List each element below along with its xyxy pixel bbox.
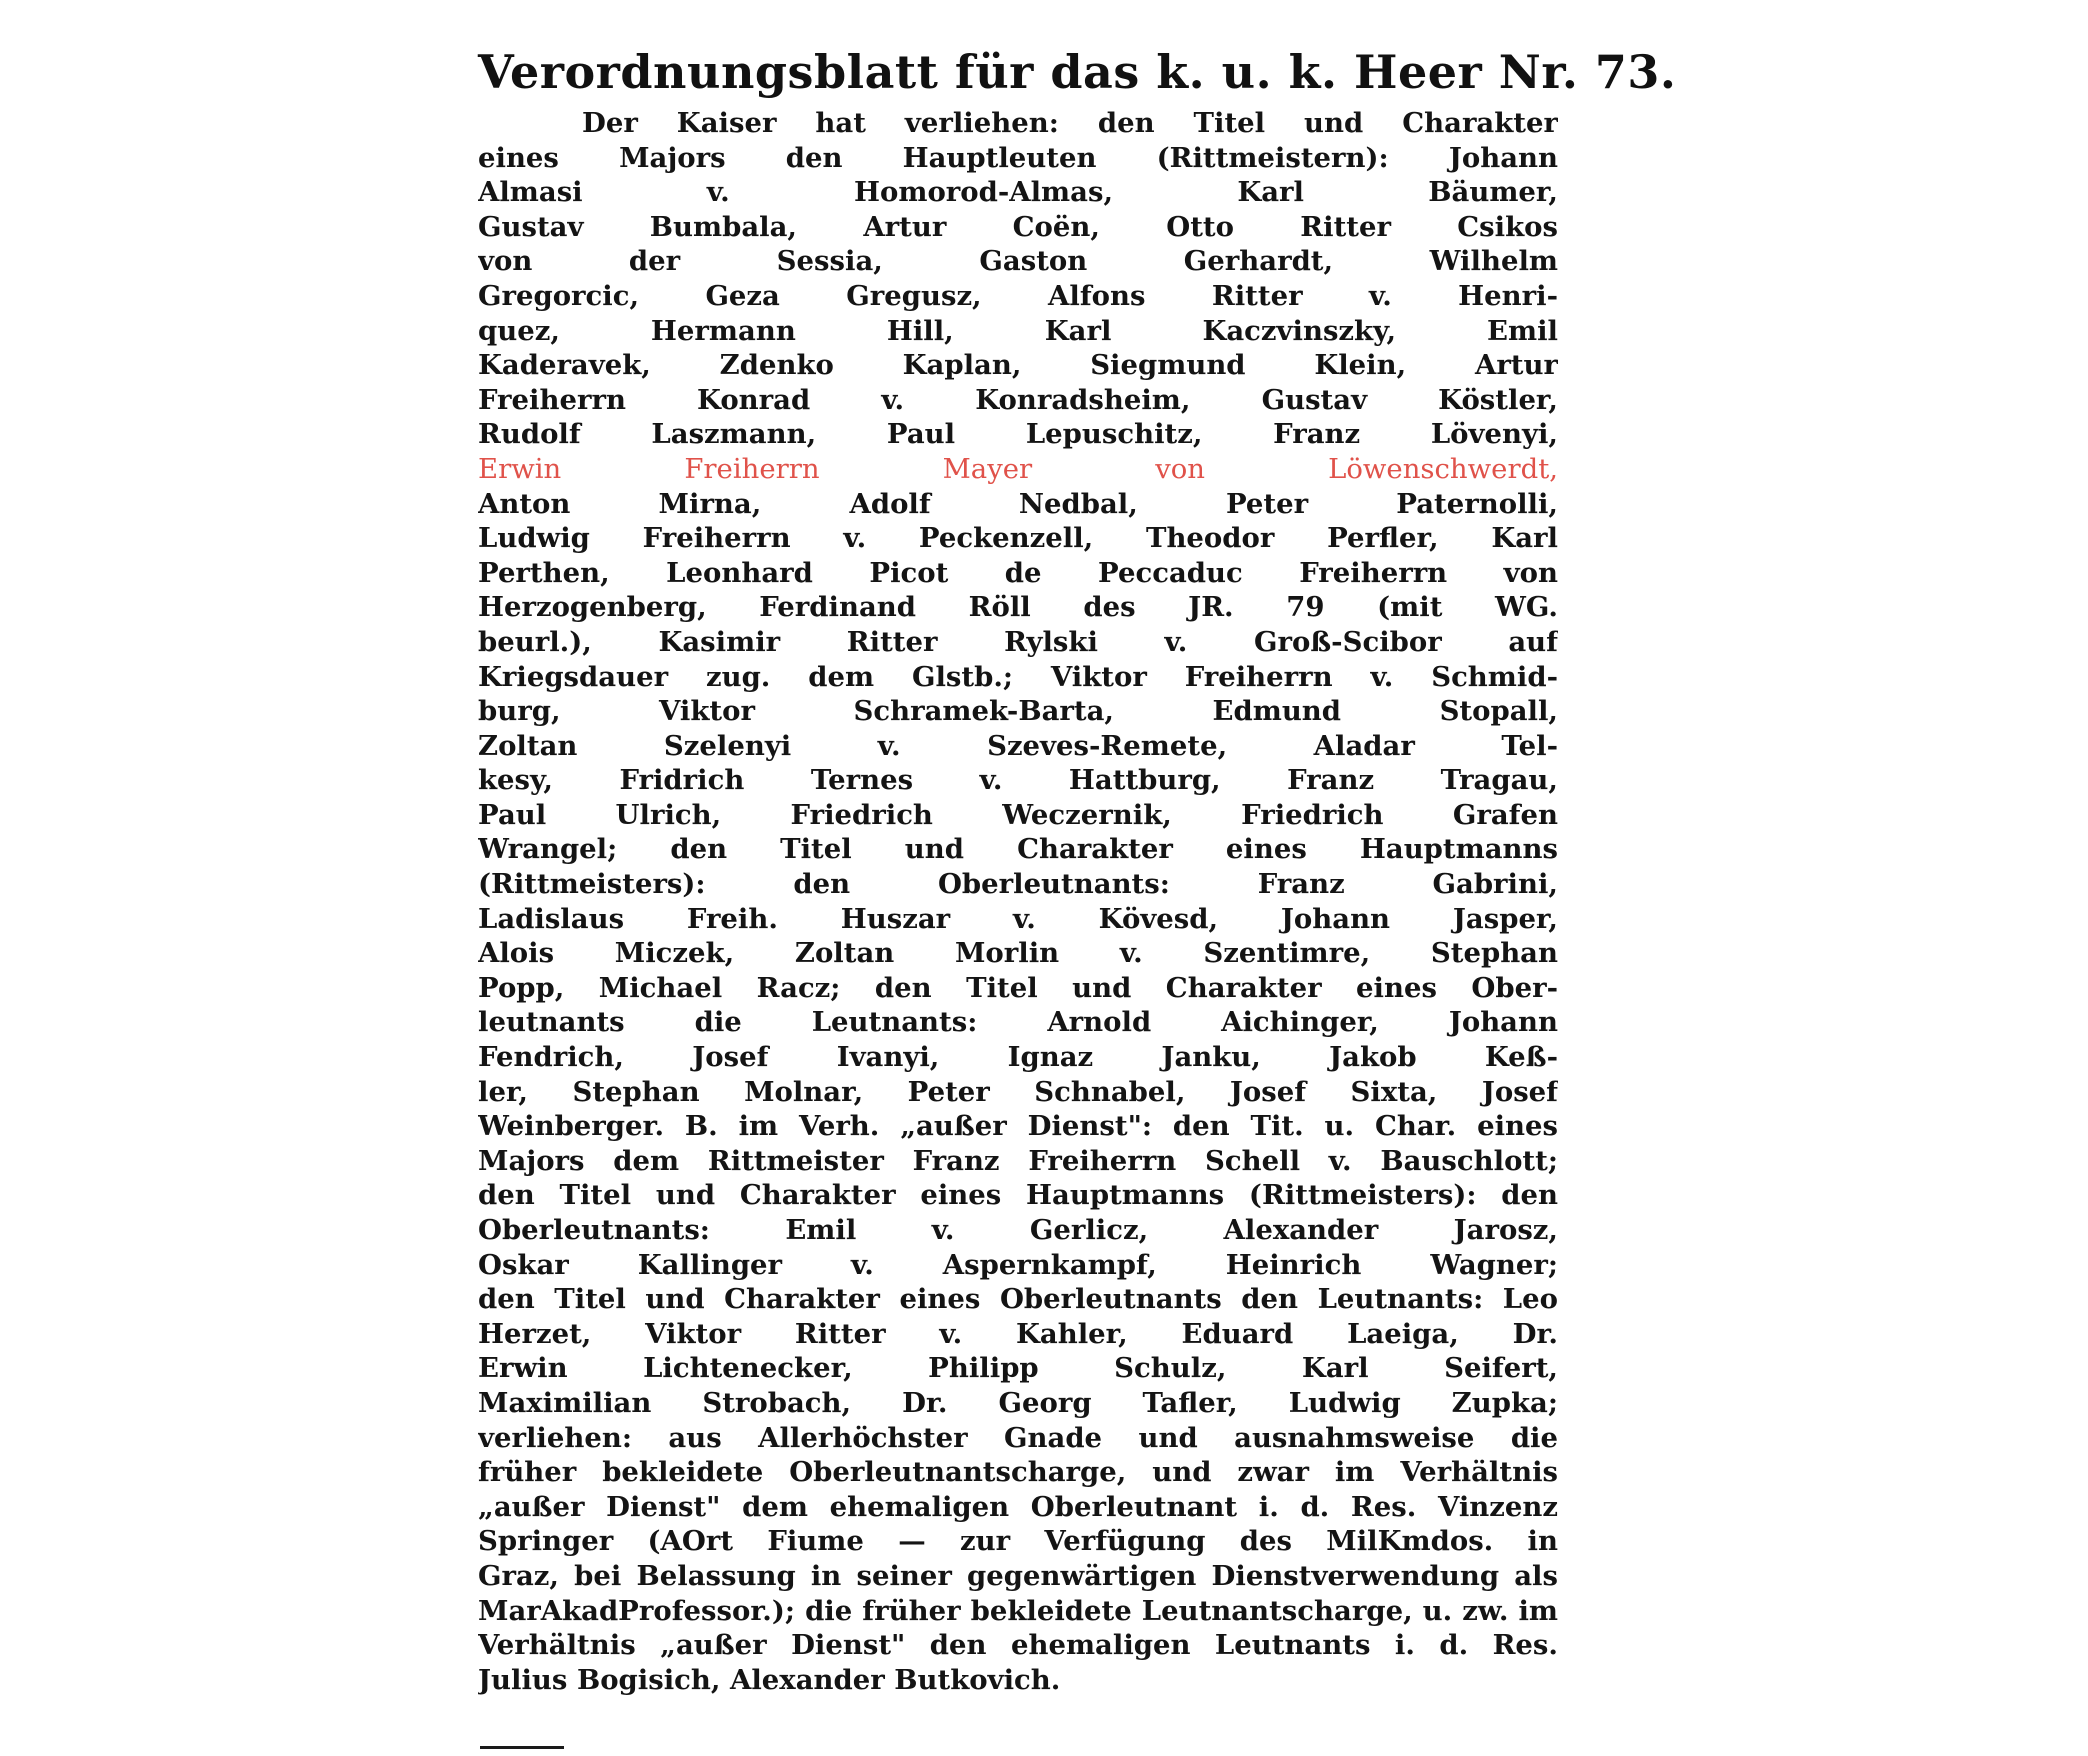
text-line: „außer Dienst" dem ehemaligen Oberleutnant i. d. Res. Vinzenz bbox=[478, 1490, 1558, 1523]
text-line: Alois Miczek, Zoltan Morlin v. Szentimre, Stephan bbox=[478, 937, 1558, 970]
text-line: Kaderavek, Zdenko Kaplan, Siegmund Klein, Artur bbox=[478, 349, 1558, 382]
text-line: leutnants die Leutnants: Arnold Aichinger, Johann bbox=[478, 1006, 1558, 1039]
text-line: Oberleutnants: Emil v. Gerlicz, Alexander Jarosz, bbox=[478, 1214, 1558, 1246]
text-line: ler, Stephan Molnar, Peter Schnabel, Josef Sixta, Josef bbox=[478, 1075, 1558, 1108]
text-line: eines Majors den Hauptleuten (Rittmeistern): Johann bbox=[478, 141, 1558, 174]
text-line: Ladislaus Freih. Huszar v. Kövesd, Johann Jasper, bbox=[478, 902, 1558, 935]
article-column bbox=[478, 40, 1677, 1697]
article-title: Verordnungsblatt für das k. u. k. Heer Nr. 73. bbox=[478, 45, 1677, 99]
text-line: von der Sessia, Gaston Gerhardt, Wilhelm bbox=[478, 245, 1558, 278]
text-line: Graz, bei Belassung in seiner gegenwärtigen Dienstverwendung als bbox=[478, 1559, 1558, 1592]
text-line: Maximilian Strobach, Dr. Georg Tafler, Ludwig Zupka; bbox=[478, 1386, 1558, 1419]
text-line: Herzogenberg, Ferdinand Röll des JR. 79 (mit WG. bbox=[478, 591, 1558, 624]
text-line: Fendrich, Josef Ivanyi, Ignaz Janku, Jakob Keß- bbox=[478, 1041, 1558, 1074]
text-line: (Rittmeisters): den Oberleutnants: Franz Gabrini, bbox=[478, 868, 1558, 901]
column-end-rule bbox=[480, 1746, 564, 1749]
text-line: Kriegsdauer zug. dem Glstb.; Viktor Freiherrn v. Schmid- bbox=[478, 660, 1558, 693]
text-line: Anton Mirna, Adolf Nedbal, Peter Paternolli, bbox=[478, 487, 1558, 520]
text-line: Erwin Lichtenecker, Philipp Schulz, Karl Seifert, bbox=[478, 1352, 1558, 1385]
text-line: den Titel und Charakter eines Oberleutnants den Leutnants: Leo bbox=[478, 1283, 1558, 1316]
text-line: Herzet, Viktor Ritter v. Kahler, Eduard Laeiga, Dr. bbox=[478, 1317, 1558, 1350]
text-line: verliehen: aus Allerhöchster Gnade und ausnahmsweise die bbox=[478, 1421, 1558, 1454]
text-line: kesy, Fridrich Ternes v. Hattburg, Franz Tragau, bbox=[478, 764, 1558, 797]
text-line: Julius Bogisich, Alexander Butkovich. bbox=[478, 1663, 1061, 1696]
text-line: den Titel und Charakter eines Hauptmanns (Rittmeisters): den bbox=[478, 1179, 1558, 1212]
text-line: Der Kaiser hat verliehen: den Titel und Charakter bbox=[582, 107, 1558, 139]
text-line: MarAkadProfessor.); die früher bekleidete Leutnantscharge, u. zw. im bbox=[478, 1594, 1558, 1627]
text-line: Verhältnis „außer Dienst" den ehemaligen Leutnants i. d. Res. bbox=[478, 1629, 1558, 1662]
text-line: früher bekleidete Oberleutnantscharge, und zwar im Verhältnis bbox=[478, 1456, 1558, 1489]
text-line: Perthen, Leonhard Picot de Peccaduc Freiherrn von bbox=[478, 556, 1558, 589]
text-line: Almasi v. Homorod-Almas, Karl Bäumer, bbox=[478, 176, 1558, 209]
text-line: Freiherrn Konrad v. Konradsheim, Gustav Köstler, bbox=[478, 383, 1558, 416]
highlighted-text-line: Erwin Freiherrn Mayer von Löwenschwerdt, bbox=[478, 452, 1558, 485]
text-line: Rudolf Laszmann, Paul Lepuschitz, Franz Lövenyi, bbox=[478, 418, 1558, 451]
text-line: Springer (AOrt Fiume — zur Verfügung des MilKmdos. in bbox=[478, 1525, 1558, 1558]
text-line: burg, Viktor Schramek-Barta, Edmund Stopall, bbox=[478, 695, 1558, 728]
text-line: Popp, Michael Racz; den Titel und Charakter eines Ober- bbox=[478, 971, 1558, 1004]
text-line: Wrangel; den Titel und Charakter eines Hauptmanns bbox=[478, 833, 1558, 866]
text-line: quez, Hermann Hill, Karl Kaczvinszky, Emil bbox=[478, 314, 1558, 347]
text-line: Ludwig Freiherrn v. Peckenzell, Theodor Perfler, Karl bbox=[478, 522, 1558, 555]
text-line: beurl.), Kasimir Ritter Rylski v. Groß-Scibor auf bbox=[478, 625, 1558, 658]
text-line: Gustav Bumbala, Artur Coën, Otto Ritter Csikos bbox=[478, 210, 1558, 243]
text-line: Majors dem Rittmeister Franz Freiherrn Schell v. Bauschlott; bbox=[478, 1144, 1558, 1177]
text-line: Paul Ulrich, Friedrich Weczernik, Friedrich Grafen bbox=[478, 798, 1558, 831]
text-line: Zoltan Szelenyi v. Szeves-Remete, Aladar Tel- bbox=[478, 729, 1558, 762]
text-line: Gregorcic, Geza Gregusz, Alfons Ritter v. Henri- bbox=[478, 279, 1558, 312]
text-line: Oskar Kallinger v. Aspernkampf, Heinrich Wagner; bbox=[478, 1248, 1558, 1281]
article-body bbox=[478, 106, 1558, 1697]
text-line: Weinberger. B. im Verh. „außer Dienst": den Tit. u. Char. eines bbox=[478, 1110, 1558, 1143]
